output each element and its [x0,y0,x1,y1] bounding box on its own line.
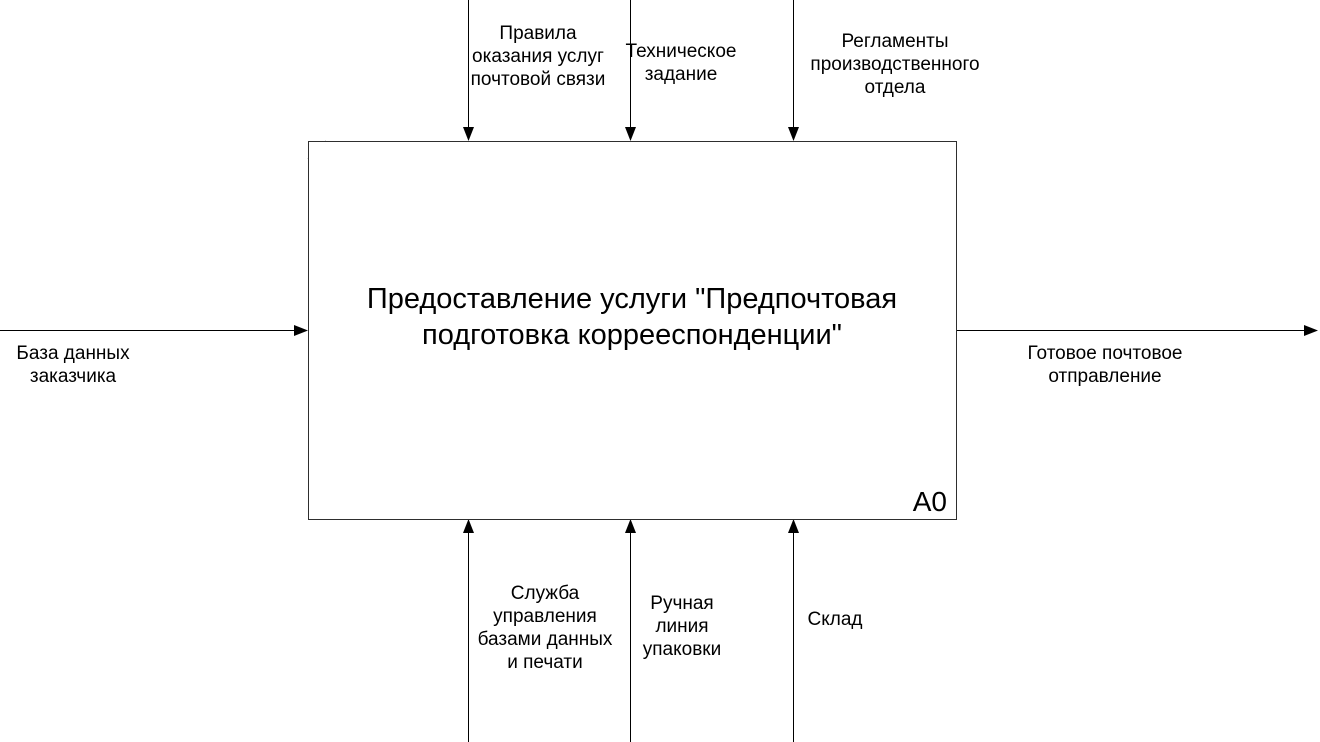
arrowhead-up-icon [788,519,799,533]
mechanism-arrow-2 [625,519,636,742]
output-arrow-1 [956,325,1318,336]
control-arrow-3 [788,0,799,141]
output-label-finished-mail: Готовое почтовое отправление [1027,343,1183,387]
mechanism-arrow-1 [463,519,474,742]
arrowhead-down-icon [788,127,799,141]
mechanism-label-manual-packing-line: Ручная линия упаковки [642,593,722,660]
control-label-postal-rules: Правила оказания услуг почтовой связи [470,23,606,90]
arrowhead-right-icon [294,325,308,336]
arrowhead-right-icon [1304,325,1318,336]
arrowhead-down-icon [463,127,474,141]
arrowhead-down-icon [625,127,636,141]
control-label-technical-task: Техническое задание [625,41,737,85]
input-label-customer-database: База данных заказчика [16,343,130,387]
arrowhead-up-icon [625,519,636,533]
mechanism-label-warehouse: Склад [807,609,863,630]
arrowhead-up-icon [463,519,474,533]
input-arrow-1 [0,325,308,336]
mechanism-label-db-print-service: Служба управления базами данных и печати [477,583,613,673]
control-label-production-regulations: Регламенты производственного отдела [810,31,980,98]
activity-title: Предоставление услуги "Предпочтовая подготовка коррееспонденции" [366,283,898,351]
activity-code-label: A0 [912,486,947,517]
activity-box [308,141,957,520]
